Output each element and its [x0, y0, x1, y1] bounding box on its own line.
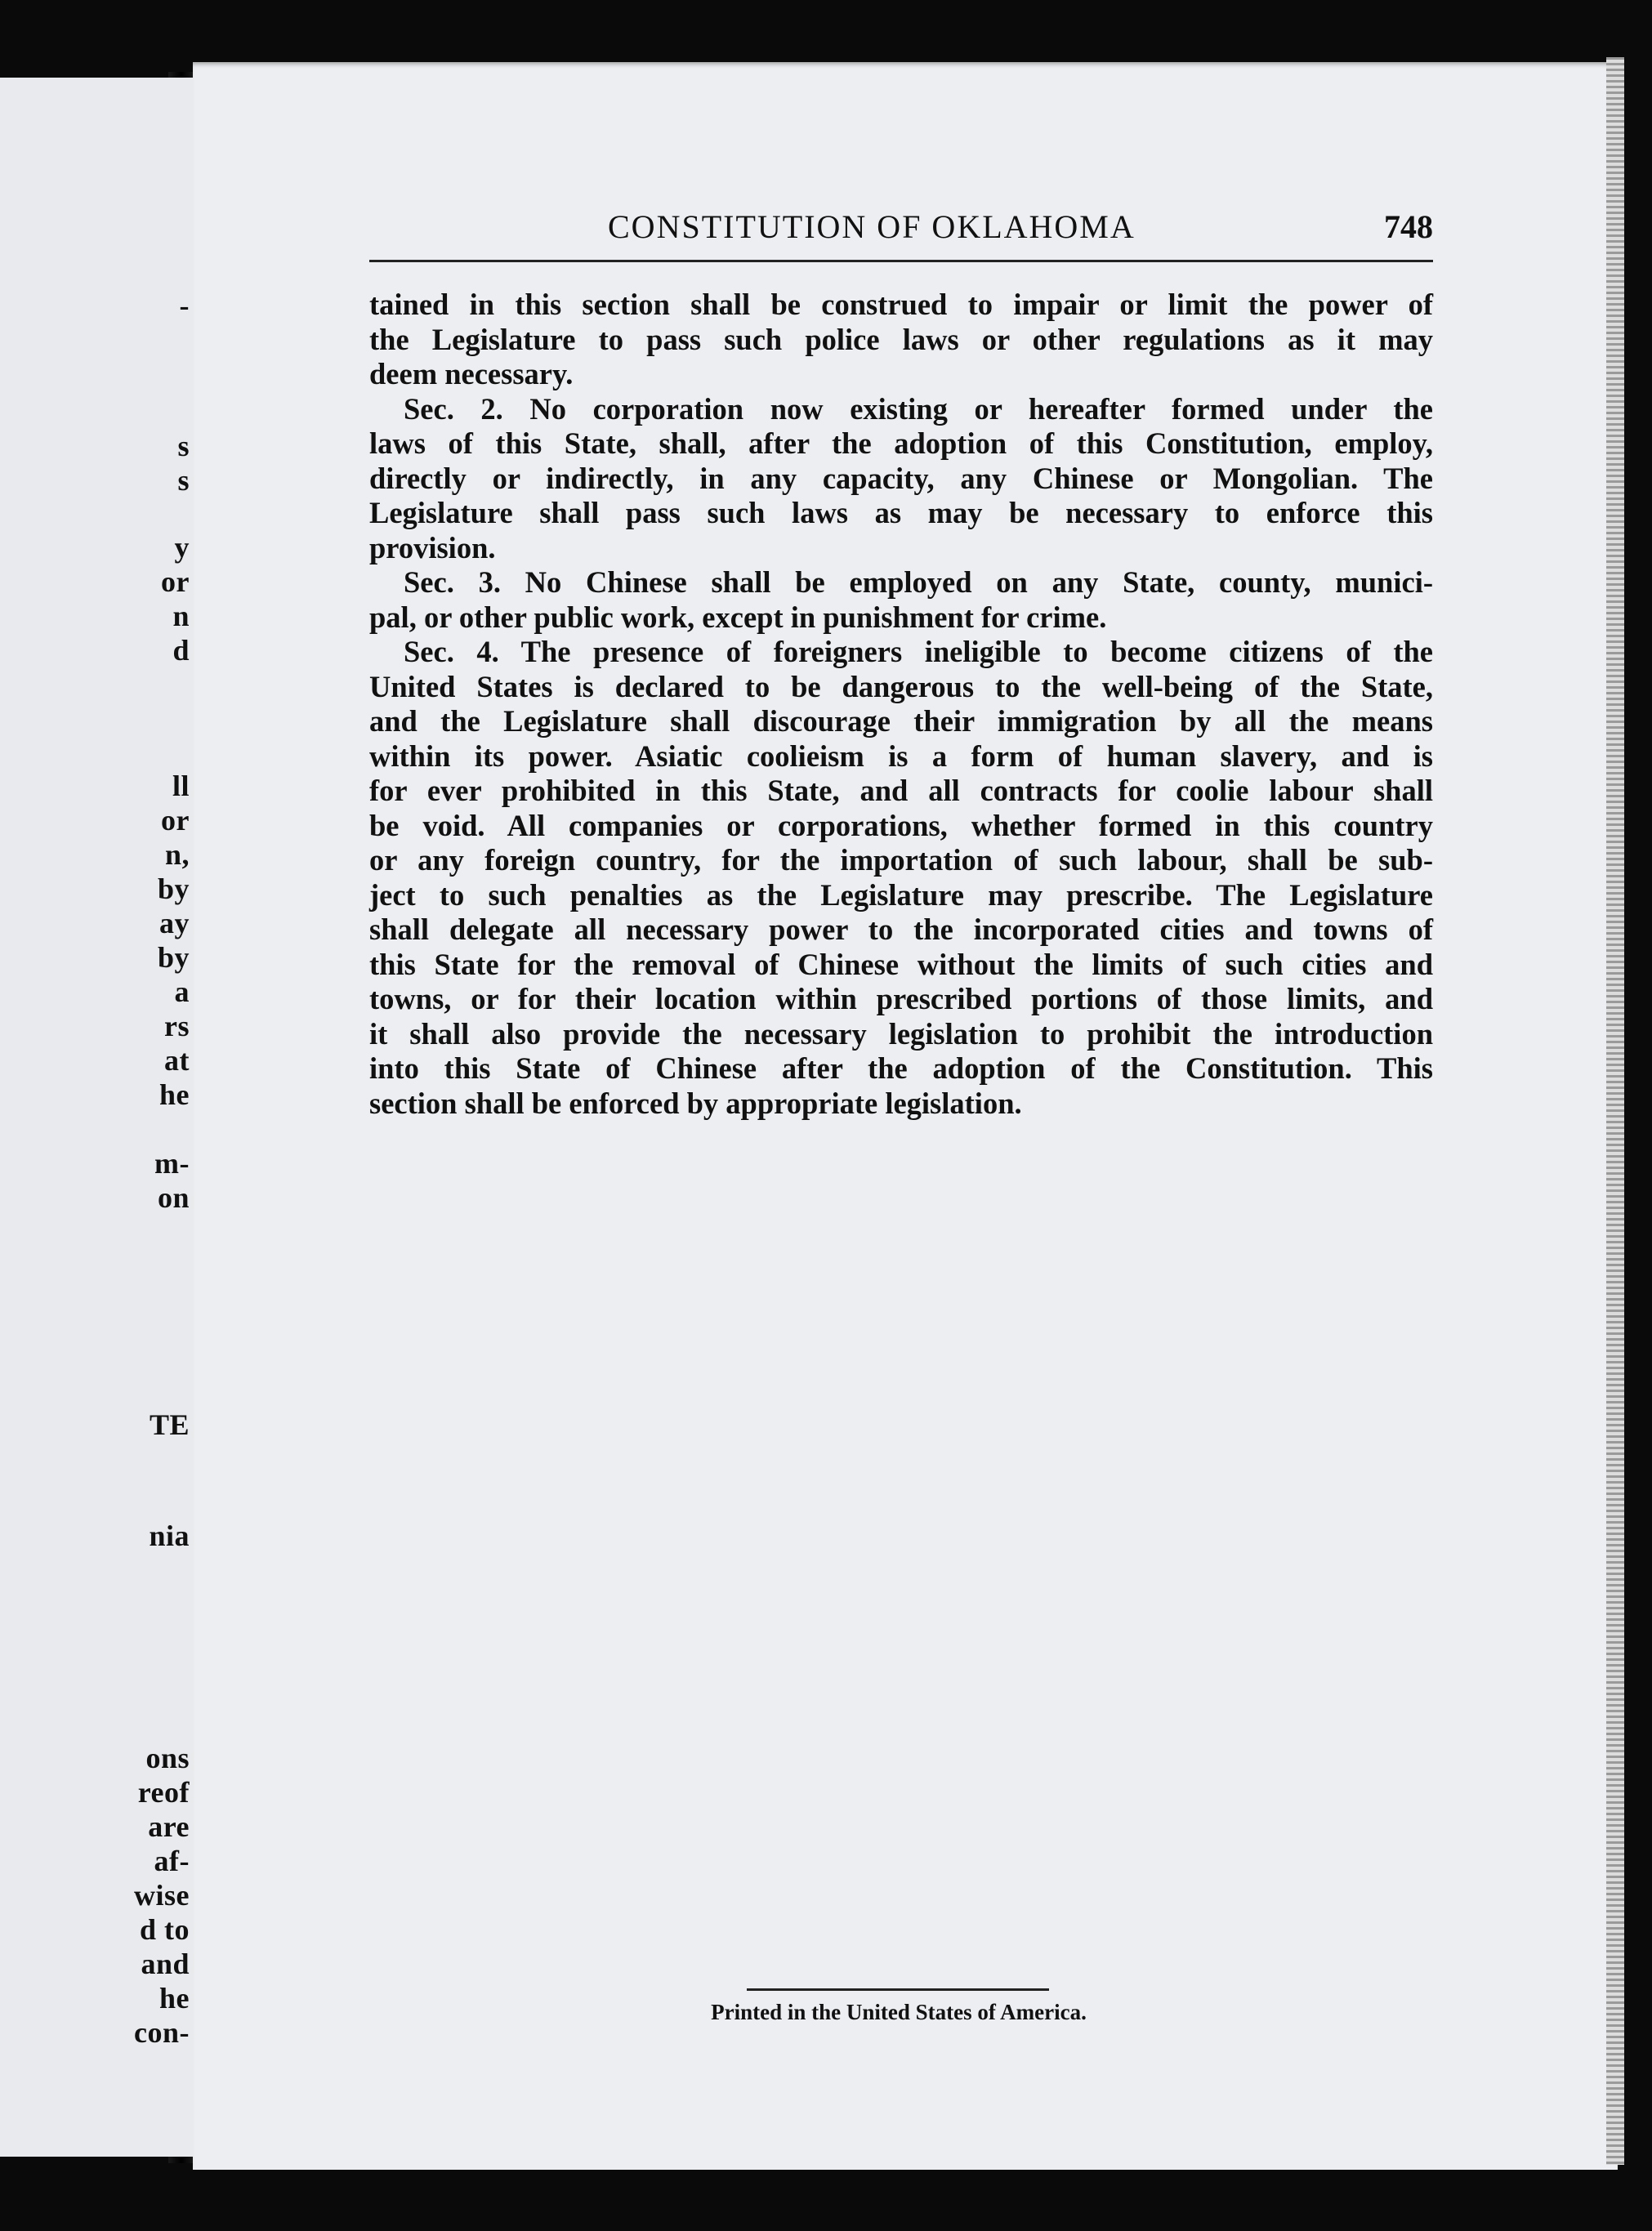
text-line: towns, or for their location within prescribed portions of those limits, and — [369, 982, 1433, 1015]
text-line: or any foreign country, for the importation of such labour, shall be sub- — [369, 843, 1433, 877]
left-page-text-fragment: TE — [149, 1408, 190, 1441]
text-line: into this State of Chinese after the adoption of the Constitution. This — [369, 1051, 1433, 1085]
text-line: ject to such penalties as the Legislature may prescribe. The Legislature — [369, 877, 1433, 912]
left-page-text-fragment: or — [161, 804, 190, 837]
text-line: this State for the removal of Chinese without the limits of such cities and — [369, 947, 1433, 981]
printer-imprint: Printed in the United States of America. — [711, 2000, 1087, 2024]
left-page-text-fragment: a — [174, 975, 190, 1008]
text-line: it shall also provide the necessary legislation to prohibit the introduction — [369, 1016, 1433, 1051]
left-page-text-fragment: reof — [137, 1776, 190, 1809]
page-header — [369, 204, 1433, 261]
left-page-text-fragment: by — [157, 941, 190, 974]
page-number: 748 — [1384, 208, 1433, 245]
text-line: Legislature shall pass such laws as may be necessary to enforce this — [369, 496, 1433, 529]
left-page-text-fragment: m- — [154, 1147, 190, 1180]
left-page-text-fragment: or — [161, 565, 190, 598]
text-line: within its power. Asiatic coolieism is a form of human slavery, and is — [369, 738, 1433, 773]
left-page-text-fragment: s — [177, 430, 190, 462]
footer-rule — [747, 1988, 1049, 1991]
header-rule — [369, 260, 1433, 262]
text-line: for ever prohibited in this State, and all contracts for coolie labour shall — [369, 774, 1433, 807]
left-page-text-fragment: by — [157, 872, 190, 905]
running-title: CONSTITUTION OF OKLAHOMA — [608, 208, 1136, 245]
text-line: be void. All companies or corporations, whether formed in this country — [369, 808, 1433, 842]
left-page-text-fragment: ons — [145, 1742, 190, 1774]
text-line: shall delegate all necessary power to the incorporated cities and towns of — [369, 912, 1433, 946]
text-line: Sec. 2. No corporation now existing or hereafter formed under the — [404, 391, 1433, 426]
left-page-text-fragment: he — [159, 1078, 190, 1111]
left-page-text-fragment: con- — [134, 2016, 190, 2049]
text-line: section shall be enforced by appropriate legislation. — [369, 1086, 1022, 1120]
left-page-text-fragment: on — [157, 1181, 190, 1214]
left-page-text-fragment: af- — [154, 1845, 190, 1877]
left-page-text-fragment: d — [172, 634, 190, 667]
page-edge-right — [1606, 57, 1624, 2165]
text-line: provision. — [369, 530, 496, 564]
text-line: and the Legislature shall discourage their immigration by all the means — [369, 704, 1433, 738]
left-page-text-fragment: at — [164, 1044, 190, 1077]
text-line: pal, or other public work, except in punishment for crime. — [369, 600, 1107, 634]
left-page-text-fragment: - — [179, 289, 190, 322]
text-line: directly or indirectly, in any capacity, any Chinese or Mongolian. The — [369, 461, 1433, 495]
text-line: the Legislature to pass such police laws or other regulations as it may — [369, 322, 1433, 356]
left-page-text-fragment: and — [141, 1948, 190, 1980]
left-page-text-fragment: rs — [164, 1010, 190, 1042]
left-page-text-fragment: n — [172, 600, 190, 632]
left-page-text-fragment: are — [148, 1810, 190, 1843]
left-page-text-fragment: wise — [134, 1879, 190, 1912]
text-line: deem necessary. — [369, 357, 574, 390]
left-page-text-fragment: y — [174, 531, 190, 564]
text-line: Sec. 3. No Chinese shall be employed on any State, county, munici- — [404, 565, 1433, 599]
text-line: United States is declared to be dangerous to the well-being of the State, — [369, 669, 1433, 703]
left-page-text-fragment: ay — [159, 907, 190, 939]
text-line: tained in this section shall be construed to impair or limit the power of — [369, 288, 1433, 321]
left-page-edge — [0, 78, 194, 2157]
left-page-text-fragment: ll — [172, 770, 190, 802]
text-line: Sec. 4. The presence of foreigners ineligible to become citizens of the — [404, 635, 1433, 668]
left-page-text-fragment: nia — [149, 1519, 190, 1552]
text-line: laws of this State, shall, after the adoption of this Constitution, employ, — [369, 426, 1433, 460]
left-page-text-fragment: d to — [139, 1913, 190, 1946]
body-text — [369, 288, 1433, 1121]
left-page-text-fragment: s — [177, 464, 190, 497]
left-page-text-fragment: n, — [164, 838, 190, 871]
left-page-text-fragment: he — [159, 1982, 190, 2015]
